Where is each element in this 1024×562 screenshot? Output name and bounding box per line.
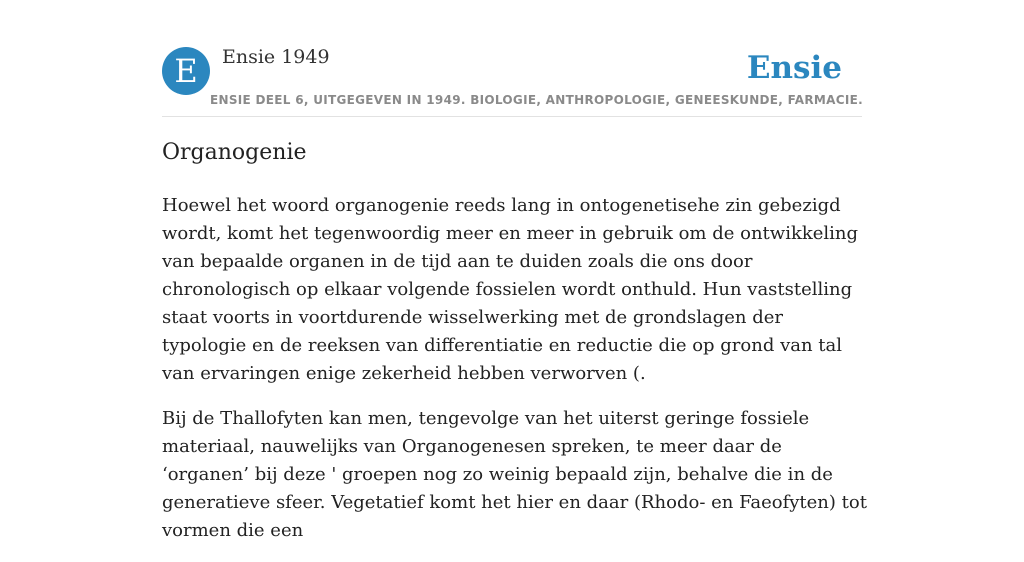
brand-logo[interactable]: Ensie — [746, 50, 842, 86]
site-header — [162, 46, 862, 117]
ensie-logo-icon[interactable]: E — [162, 47, 210, 95]
article-title: Organogenie — [162, 140, 307, 165]
book-title[interactable]: Ensie 1949 — [222, 46, 330, 68]
article-body — [162, 192, 867, 562]
article-paragraph: Bij de Thallofyten kan men, tengevolge van het uiterst geringe fossiele materiaal, nauwelijks van Organogenesen spreken, te meer daar de ‘organen’ bij deze ' groepen nog zo weinig bepaald zijn, behalve die in de generatieve sfeer. Vegetatief komt het hier en daar (Rhodo- en Faeofyten) tot vormen die een — [162, 408, 867, 541]
article-paragraph: Hoewel het woord organogenie reeds lang in ontogenetisehe zin gebezigd wordt, komt het tegenwoordig meer en meer in gebruik om de ontwikkeling van bepaalde organen in de tijd aan te duiden zoals die ons door chronologisch op elkaar volgende fossielen wordt onthuld. Hun vaststelling staat voorts in voortdurende wisselwerking met de grondslagen der typologie en de reeksen van differentiatie en reductie die op grond van tal van ervaringen enige zekerheid hebben verworven (. — [162, 195, 859, 384]
book-subtitle: ENSIE DEEL 6, UITGEGEVEN IN 1949. BIOLOGIE, ANTHROPOLOGIE, GENEESKUNDE, FARMACIE. — [210, 93, 863, 107]
